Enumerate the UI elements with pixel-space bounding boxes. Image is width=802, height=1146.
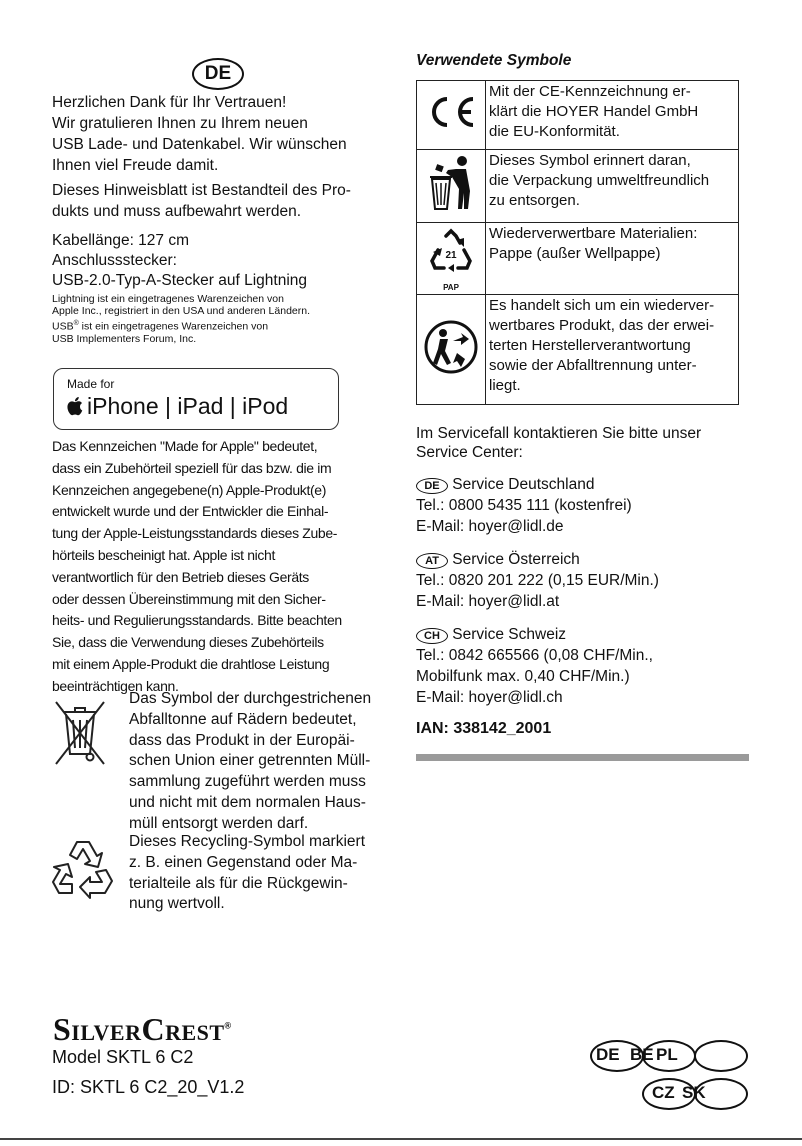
ian-number: IAN: 338142_2001 (416, 720, 552, 737)
symbols-heading: Verwendete Symbole (416, 52, 572, 69)
apple-logo-icon (66, 396, 83, 416)
recyclable-product-icon (423, 319, 479, 375)
lang-code-sk: SK (682, 1083, 706, 1102)
phone-number: Tel.: 0820 201 222 (0,15 EUR/Min.) (416, 572, 659, 589)
leaflet-notice: Dieses Hinweisblatt ist Bestandteil des Pro- dukts und muss aufbewahrt werden. (52, 182, 351, 220)
service-austria: AT Service Österreich Tel.: 0820 201 222 (0,15 EUR/Min.) E-Mail: hoyer@lidl.at (416, 549, 756, 612)
tidyman-description: Dieses Symbol erinnert daran, die Verpackung umweltfreundlich zu entsorgen. (486, 150, 739, 223)
bottom-rule (0, 1138, 802, 1140)
recyclable-description: Es handelt sich um ein wiederver- wertbares Produkt, das der erwei- terten Herstellerverantwortung sowie der Abfalltrennung unter- liegt. (486, 295, 739, 405)
country-badge: CH (416, 628, 448, 644)
brand-logo: SilverCrest® (53, 1011, 232, 1047)
divider-bar (416, 754, 749, 761)
crossed-bin-icon (50, 696, 110, 768)
tidyman-icon (426, 153, 476, 213)
lang-code-de: DE (596, 1045, 620, 1064)
email-address: E-Mail: hoyer@lidl.at (416, 593, 560, 610)
weee-explanation: Das Symbol der durchgestrichenen Abfalltonne auf Rädern bedeutet, dass das Produkt in der Europäi- schen Union einer getrennten Müll- sammlung zugeführt werden muss und nicht mit dem normalen Haus- müll entsorgt werden darf. (129, 690, 372, 832)
language-badge: DE (192, 58, 244, 90)
lang-code-cz: CZ (652, 1083, 675, 1102)
recycling-explanation: Dieses Recycling-Symbol markiert z. B. einen Gegenstand oder Ma- terialteile als für die Rückgewin- nung wertvoll. (129, 833, 366, 913)
document-id: ID: SKTL 6 C2_20_V1.2 (52, 1077, 245, 1097)
phone-number: Tel.: 0842 665566 (0,08 CHF/Min., Mobilfunk max. 0,40 CHF/Min.) (416, 647, 653, 685)
table-row (417, 223, 739, 295)
service-intro: Im Servicefall kontaktieren Sie bitte unser Service Center: (416, 425, 702, 461)
table-row (417, 295, 739, 405)
device-list: iPhone | iPad | iPod (87, 393, 289, 419)
phone-number: Tel.: 0800 5435 111 (kostenfrei) (416, 497, 632, 514)
language-codes (590, 1040, 750, 1112)
model-number: Model SKTL 6 C2 (52, 1047, 194, 1067)
pap-number: 21 (445, 249, 457, 261)
intro-paragraph: Herzlichen Dank für Ihr Vertrauen! Wir gratulieren Ihnen zu Ihrem neuen USB Lade- und Datenkabel. Wir wünschen Ihnen viel Freude damit. (52, 94, 347, 174)
usb-trademark: USB® ist ein eingetragenes Warenzeichen von USB Implementers Forum, Inc. (52, 320, 269, 345)
lang-code-be: BE (630, 1045, 654, 1064)
email-address: E-Mail: hoyer@lidl.ch (416, 689, 563, 706)
country-badge: AT (416, 553, 448, 569)
lang-code-pl: PL (656, 1045, 678, 1064)
made-for-apple-badge (53, 368, 339, 430)
lightning-trademark: Lightning ist ein eingetragenes Warenzeichen von Apple Inc., registriert in den USA und anderen Ländern. (52, 293, 310, 317)
email-address: E-Mail: hoyer@lidl.de (416, 518, 564, 535)
made-for-label: Made for (67, 377, 115, 391)
pap-description: Wiederverwertbare Materialien: Pappe (außer Wellpappe) (486, 223, 739, 295)
pap-label: PAP (443, 282, 459, 292)
service-germany: DE Service Deutschland Tel.: 0800 5435 111 (kostenfrei) E-Mail: hoyer@lidl.de (416, 474, 756, 537)
specifications: Kabellänge: 127 cm Anschlussstecker: USB-2.0-Typ-A-Stecker auf Lightning (52, 232, 308, 289)
table-row (417, 81, 739, 150)
table-row (417, 150, 739, 223)
country-badge: DE (416, 478, 448, 494)
mfi-explanation: Das Kennzeichen "Made for Apple" bedeutet, dass ein Zubehörteil speziell für das bzw. die im Kennzeichen angegebene(n) Apple-Produkt(e) entwickelt wurde und der Entwickler die Einhal- tung der Apple-Leistungsstandards dieses Zube- hörteils bescheinigt hat. Apple ist nicht verantwortlich für den Betrieb dieses Geräts oder dessen Übereinstimmung mit den Sicher- heits- und Regulierungsstandards. Bitte beachten Sie, dass die Verwendung dieses Zubehörteils mit einem Apple-Produkt die drahtlose Leistung beeinträchtigen kann. (52, 438, 342, 694)
ce-description: Mit der CE-Kennzeichnung er- klärt die HOYER Handel GmbH die EU-Konformität. (486, 81, 739, 150)
service-switzerland: CH Service Schweiz Tel.: 0842 665566 (0,08 CHF/Min., Mobilfunk max. 0,40 CHF/Min.) E-Mail: hoyer@lidl.ch (416, 624, 756, 708)
symbols-table (416, 80, 739, 405)
ce-mark-icon (425, 96, 477, 128)
recycling-icon (50, 836, 116, 900)
